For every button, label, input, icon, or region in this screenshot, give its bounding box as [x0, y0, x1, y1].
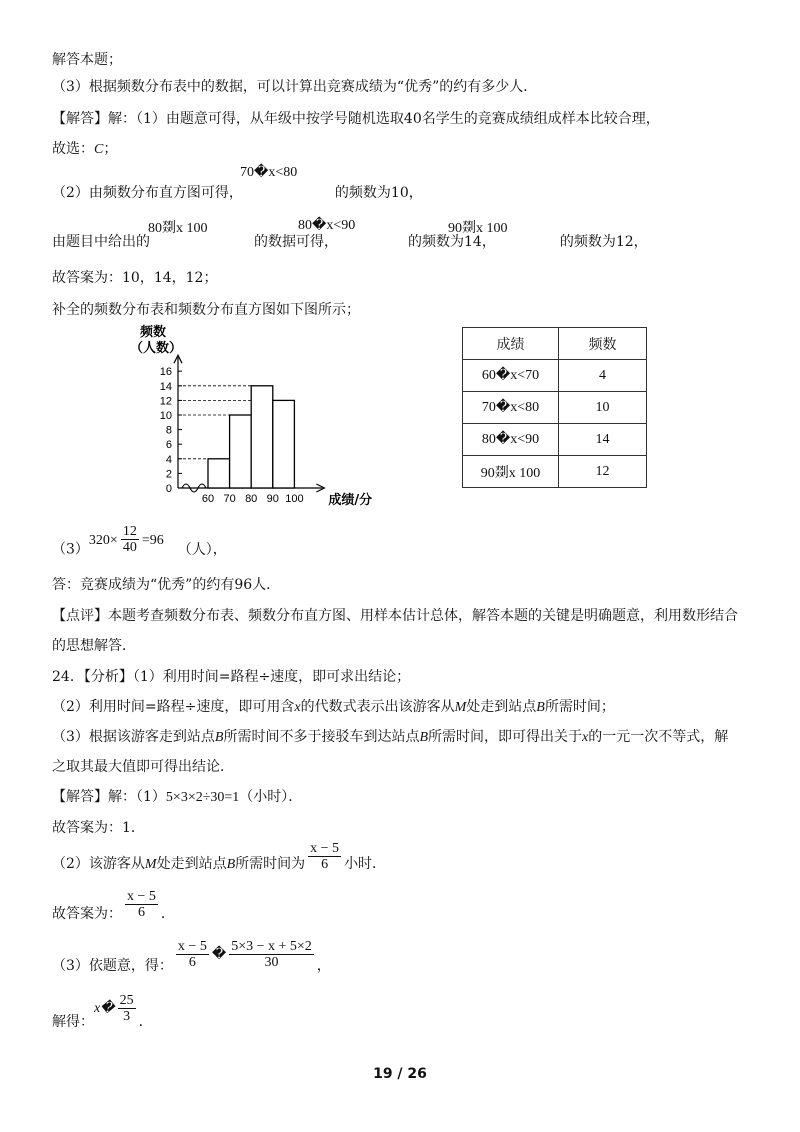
text: 的频数为12，: [559, 234, 648, 250]
y-axis-label-unit: （人数）: [130, 341, 183, 356]
text-line: 【解答】解：（1）由题意可得，从年级中按学号随机选取40名学生的竞赛成绩组成样本比较合理，: [52, 111, 660, 127]
table-cell: 70�x<80: [463, 392, 559, 424]
table-row: [463, 360, 647, 392]
numerator: 5×3 − x + 5×2: [231, 938, 312, 954]
numerator: 25: [119, 992, 134, 1008]
math-inline: =96: [141, 532, 164, 548]
text-line: [52, 787, 302, 808]
text: （人）: [177, 541, 213, 558]
text: ，: [316, 958, 331, 974]
math-inline: 70�x<80: [240, 165, 298, 180]
denominator: 6: [188, 954, 196, 970]
math-symbol: �: [211, 947, 227, 962]
math-var: B: [419, 730, 429, 745]
text: 故选：: [52, 141, 94, 157]
text: 的代数式表示出该游客从: [300, 699, 455, 715]
denominator: 6: [321, 856, 329, 872]
text-line: [52, 992, 153, 1041]
text-line: [52, 727, 728, 748]
text: （小时）．: [239, 789, 303, 805]
text: （2）利用时间=路程÷速度，即可用含: [52, 699, 295, 715]
text: 的频数为10，: [334, 185, 423, 201]
text-line: [52, 183, 423, 203]
y-tick-label: 0: [165, 483, 172, 495]
denominator: 6: [137, 904, 145, 920]
fraction: [176, 939, 209, 970]
x-tick-label: 90: [266, 493, 279, 505]
y-tick-label: 6: [165, 439, 172, 452]
text: 所需时间不多于接驳车到达站点: [223, 729, 420, 745]
text: 故答案为：: [52, 906, 122, 922]
table-cell: 10: [559, 392, 647, 424]
numerator: x − 5: [127, 888, 156, 904]
table-header-cell: 成绩: [463, 328, 559, 360]
bar: [208, 459, 230, 488]
frequency-histogram: [120, 322, 400, 517]
math-inline: 80剟x 100: [148, 221, 208, 236]
text-line: 答：竞赛成绩为“优秀”的约有96人．: [52, 577, 281, 593]
text-line: [52, 888, 175, 932]
denominator: 30: [264, 954, 279, 970]
math-inline: 90剟x 100: [448, 221, 508, 236]
x-tick-label: 70: [223, 493, 236, 505]
y-tick-label: 16: [159, 366, 172, 379]
text: 的频数为14，: [408, 234, 496, 250]
table-cell: 4: [559, 360, 647, 392]
x-tick-label: 80: [245, 493, 258, 505]
text: 【解答】解：（1）: [52, 789, 166, 805]
text-line: [52, 232, 648, 252]
fraction: [125, 889, 158, 920]
denominator: 3: [123, 1008, 131, 1024]
table-cell: 90剟x 100: [463, 456, 559, 488]
text-line: [52, 524, 227, 566]
math-var: x: [294, 700, 301, 715]
denominator: 40: [122, 540, 137, 555]
text-line: （3）根据频数分布表中的数据，可以计算出竞赛成绩为“优秀”的约有多少人．: [52, 79, 538, 95]
text: 由题目中给出的: [52, 234, 150, 250]
text-line: 【点评】本题考查频数分布表、频数分布直方图、用样本估计总体，解答本题的关键是明确题意，利用数形结合: [52, 608, 738, 624]
text: （3）依题意，得：: [52, 958, 173, 974]
y-tick-label: 10: [159, 410, 172, 422]
table-cell: 12: [559, 456, 647, 488]
table-cell: 80�x<90: [463, 424, 559, 456]
text: （3）: [52, 541, 89, 558]
y-tick-label: 14: [159, 380, 172, 393]
math-inline: x�: [94, 1001, 115, 1016]
text: ．: [138, 1014, 153, 1030]
math-var: M: [454, 700, 467, 715]
fraction: [229, 939, 314, 970]
text: 所需时间，即可得出关于: [428, 729, 583, 745]
x-axis-label: 成绩/分: [328, 493, 373, 508]
table-cell: 60�x<70: [463, 360, 559, 392]
text-line: 之取其最大值即可得出结论．: [52, 759, 234, 775]
bar: [273, 400, 295, 488]
text-line: 的思想解答．: [52, 638, 136, 654]
y-tick-label: 4: [165, 453, 172, 466]
text: 小时．: [344, 856, 387, 872]
fraction: [308, 841, 341, 872]
text-line: 故答案为：10，14，12；: [52, 270, 218, 286]
table-header-cell: 频数: [559, 328, 647, 360]
bar: [230, 415, 252, 488]
text-line: [52, 697, 615, 718]
math-var: M: [144, 857, 157, 872]
text: ；: [103, 141, 118, 157]
text-line: 24．【分析】（1）利用时间=路程÷速度，即可求出结论；: [52, 669, 411, 685]
text-line: 故答案为：1．: [52, 820, 145, 836]
bar: [251, 386, 273, 488]
text: 处走到站点: [466, 699, 537, 715]
y-tick-label: 8: [165, 424, 172, 437]
math-var: C: [94, 142, 104, 157]
text: ．: [160, 906, 175, 922]
math-inline: 5×3×2÷30=1: [165, 790, 240, 805]
y-axis-label: 频数: [140, 325, 167, 340]
x-tick-label: 100: [285, 493, 304, 505]
text: 解得：: [52, 1014, 94, 1030]
math-var: B: [536, 700, 545, 715]
text: 的一元一次不等式，解: [588, 729, 729, 745]
text: （2）由频数分布直方图可得，: [52, 185, 243, 201]
table-row: [463, 456, 647, 488]
x-tick-label: 60: [201, 493, 215, 505]
text-line: [52, 840, 387, 883]
y-tick-label: 12: [159, 395, 172, 408]
text-line: 解答本题；: [52, 52, 122, 68]
math-var: B: [226, 857, 236, 872]
math-var: B: [214, 730, 224, 745]
math-var: x: [582, 730, 589, 745]
table-header-row: [463, 328, 647, 360]
text: （3）根据该游客走到站点: [52, 729, 215, 745]
frequency-table: [462, 327, 647, 488]
y-tick-label: 2: [165, 468, 172, 481]
math-inline: 80�x<90: [298, 218, 356, 233]
text-line: [52, 139, 117, 160]
text: 的数据可得，: [254, 234, 338, 250]
table-row: [463, 424, 647, 456]
fraction: [118, 993, 136, 1024]
table-row: [463, 392, 647, 424]
text: （2）该游客从: [52, 856, 145, 872]
text: 处走到站点: [156, 856, 227, 872]
text: ，: [212, 541, 227, 558]
text-line: 补全的频数分布表和频数分布直方图如下图所示；: [52, 302, 360, 318]
text: 所需时间为: [235, 856, 306, 872]
table-cell: 14: [559, 424, 647, 456]
numerator: x − 5: [177, 938, 207, 954]
text: 所需时间；: [544, 699, 615, 715]
math-inline: 320×: [88, 532, 118, 548]
numerator: 12: [122, 524, 137, 539]
page-number: 19 / 26: [373, 1066, 427, 1082]
numerator: x − 5: [310, 840, 340, 856]
fraction: [121, 524, 139, 555]
